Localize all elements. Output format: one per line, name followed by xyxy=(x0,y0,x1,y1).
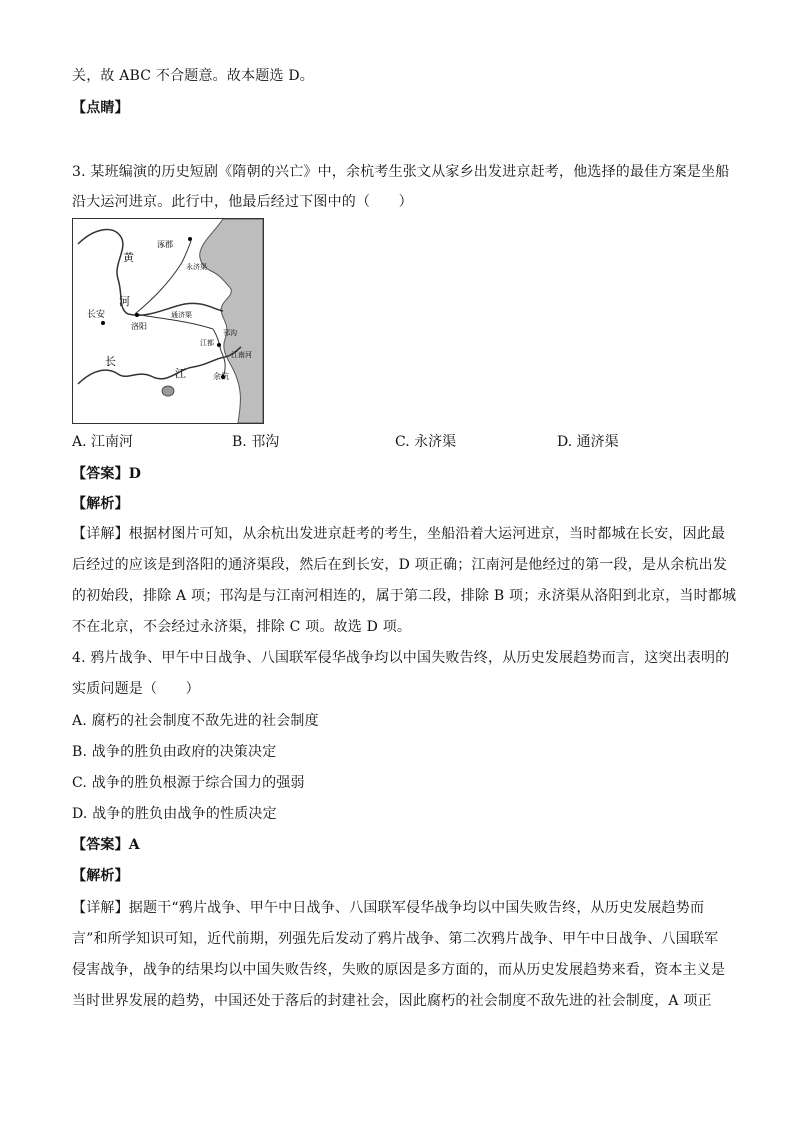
answer-3: 【答案】D xyxy=(72,466,142,482)
jiangdu-dot xyxy=(217,343,221,347)
luoyang-dot xyxy=(135,313,139,317)
detail-3-line-3: 的初始段，排除 A 项；邗沟是与江南河相连的，属于第二段，排除 B 项；永济渠从洛阳到北京，当时都城 xyxy=(72,588,737,604)
detail-3-line-4: 不在北京，不会经过永济渠，排除 C 项。故选 D 项。 xyxy=(72,619,412,635)
analysis-3-heading: 【解析】 xyxy=(72,496,129,512)
lake xyxy=(162,386,174,396)
sea-area xyxy=(200,219,263,423)
question-4-line-2: 实质问题是（ ） xyxy=(72,681,200,697)
grand-canal-map-drawing xyxy=(73,219,263,423)
label-zhuojun: 涿郡 xyxy=(157,240,173,249)
label-jiangdu: 江都 xyxy=(200,339,214,347)
option-c: C. 永济渠 xyxy=(395,434,457,450)
label-chang: 长 xyxy=(105,355,116,368)
label-yongjiqu: 永济渠 xyxy=(186,263,207,271)
label-tongjiqu: 通济渠 xyxy=(171,311,192,319)
label-jiang: 江 xyxy=(175,367,186,380)
label-changan: 长安 xyxy=(87,310,106,320)
question-4-option-c: C. 战争的胜负根源于综合国力的强弱 xyxy=(72,775,305,791)
label-huang: 黄 xyxy=(123,251,134,264)
question-3-line-2: 沿大运河进京。此行中，他最后经过下图中的（ ） xyxy=(72,194,413,210)
detail-4-line-4: 当时世界发展的趋势，中国还处于落后的封建社会，因此腐朽的社会制度不敌先进的社会制度，A 项正 xyxy=(72,993,712,1009)
question-3-line-1: 3. 某班编演的历史短剧《隋朝的兴亡》中，余杭考生张文从家乡出发进京赶考，他选择的最佳方案是坐船 xyxy=(72,164,730,180)
changan-dot xyxy=(101,321,105,325)
analysis-4-heading: 【解析】 xyxy=(72,868,129,884)
yongji-canal xyxy=(135,241,191,314)
zhuojun-dot xyxy=(188,237,192,241)
label-hangou: 邗沟 xyxy=(223,329,237,337)
option-a: A. 江南河 xyxy=(72,434,134,450)
detail-3-line-2: 后经过的应该是到洛阳的通济渠段，然后在到长安，D 项正确；江南河是他经过的第一段，是从余杭出发 xyxy=(72,557,728,573)
option-d: D. 通济渠 xyxy=(557,434,619,450)
label-jiangnanhe: 江南河 xyxy=(231,351,252,359)
answer-4: 【答案】A xyxy=(72,837,140,853)
question-4-option-b: B. 战争的胜负由政府的决策决定 xyxy=(72,744,277,760)
prev-answer-tail: 关，故 ABC 不合题意。故本题选 D。 xyxy=(72,68,314,84)
detail-4-line-1: 【详解】据题干“鸦片战争、甲午中日战争、八国联军侵华战争均以中国失败告终，从历史发展趋势而 xyxy=(72,900,705,916)
question-4-option-d: D. 战争的胜负由战争的性质决定 xyxy=(72,806,277,822)
label-he: 河 xyxy=(119,295,130,308)
detail-4-line-2: 言”和所学知识可知，近代前期，列强先后发动了鸦片战争、第二次鸦片战争、甲午中日战争、八国联军 xyxy=(72,931,719,947)
note-heading: 【点睛】 xyxy=(72,100,129,116)
label-yuhang: 余杭 xyxy=(213,372,229,381)
yellow-river xyxy=(78,230,223,316)
question-4-line-1: 4. 鸦片战争、甲午中日战争、八国联军侵华战争均以中国失败告终，从历史发展趋势而言，这突出表明的 xyxy=(72,650,730,666)
han-gou-canal xyxy=(213,329,221,351)
grand-canal-map xyxy=(72,218,264,424)
detail-4-line-3: 侵害战争，战争的结果均以中国失败告终，失败的原因是多方面的，而从历史发展趋势来看，资本主义是 xyxy=(72,962,726,978)
option-b: B. 邗沟 xyxy=(232,434,280,450)
detail-3-line-1: 【详解】根据材图片可知，从余杭出发进京赶考的考生，坐船沿着大运河进京，当时都城在长安，因此最 xyxy=(72,526,726,542)
label-luoyang: 洛阳 xyxy=(131,322,147,331)
question-4-option-a: A. 腐朽的社会制度不敌先进的社会制度 xyxy=(72,713,319,729)
